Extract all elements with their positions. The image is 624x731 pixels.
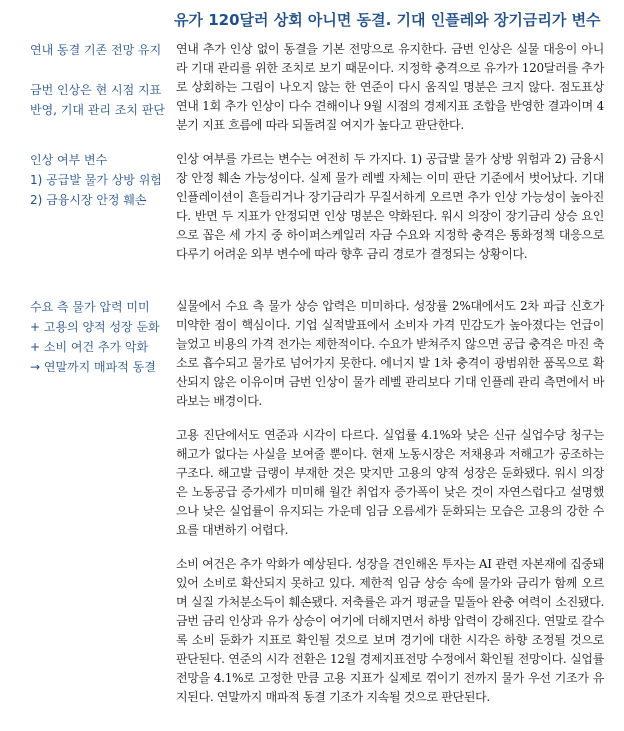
side-note-block <box>30 80 170 120</box>
side-note-line: 금번 인상은 현 시점 지표 <box>30 83 162 97</box>
side-note-line: 반영, 기대 관리 조치 판단 <box>30 103 165 117</box>
side-note-line: + 고용의 양적 성장 둔화 <box>30 320 160 334</box>
side-note <box>30 40 170 132</box>
side-note-block <box>30 40 170 60</box>
side-note-block <box>30 297 170 377</box>
side-note-line: 2) 금융시장 안정 훼손 <box>30 193 147 207</box>
body-text <box>176 150 604 279</box>
side-note-block <box>30 150 170 210</box>
side-note-line: + 소비 여건 추가 악화 <box>30 340 149 354</box>
side-note-line: 수요 측 물가 압력 미미 <box>30 300 150 314</box>
body-text <box>176 297 604 722</box>
side-note <box>30 297 170 389</box>
side-note-line: → 연말까지 매파적 동결 <box>30 360 156 374</box>
paragraph: 인상 여부를 가르는 변수는 여전히 두 가지다. 1) 공급발 물가 상방 위험과 2) 금융시장 안정 훼손 가능성이다. 실제 물가 레벨 자체는 이미 판단 기준에서 벗어났다. 기대 인플레이션이 흔들리거나 장기금리가 무질서하게 오르면 추가 인상 가능성이 높아진다. 반면 두 지표가 안정되면 인상 명분은 약화된다. 워시 의장이 장기금리 상승 요인으로 꼽은 세 가지 중 하이퍼스케일러 자금 수요와 지정학 충격은 통화정책 대응으로 다루기 어려운 외부 변수에 따라 향후 금리 경로가 결정되는 상황이다. <box>176 152 604 261</box>
paragraph: 고용 진단에서도 연준과 시각이 다르다. 실업률 4.1%와 낮은 신규 실업수당 청구는 해고가 없다는 사실을 보여줄 뿐이다. 현재 노동시장은 저채용과 저해고가 공조하는 구조다. 해고발 급랭이 부재한 것은 맞지만 고용의 양적 성장은 둔화됐다. 워시 의장은 노동공급 증가세가 미미해 월간 취업자 증가폭이 낮은 것이 자연스럽다고 설명했으나 낮은 실업률이 유지되는 가운데 임금 오름세가 둔화되는 모습은 고용의 강한 수요를 대변하기 어렵다. <box>176 428 604 537</box>
page-title: 유가 120달러 상회 아니면 동결. 기대 인플레와 장기금리가 변수 <box>174 11 601 29</box>
side-note-line: 연내 동결 기존 전망 유지 <box>30 43 162 57</box>
side-note <box>30 150 170 222</box>
side-note-line: 인상 여부 변수 <box>30 153 108 167</box>
paragraph: 실물에서 수요 측 물가 상승 압력은 미미하다. 성장률 2%대에서도 2차 파급 신호가 미약한 점이 핵심이다. 기업 실적발표에서 소비자 가격 민감도가 높아졌다는 언급이 늘었고 비용의 가격 전가는 제한적이다. 수요가 받쳐주지 않으면 공급 충격은 마진 축소로 흡수되고 물가로 넘어가지 못한다. 에너지 발 1차 충격이 광범위한 품목으로 확산되지 않은 이유이며 금번 인상이 물가 레벨 관리보다 기대 인플레 관리 측면에서 바라보는 배경이다. <box>176 299 604 408</box>
side-note-line: 1) 공급발 물가 상방 위험 <box>30 173 162 187</box>
body-text <box>176 40 604 150</box>
paragraph: 소비 여건은 추가 악화가 예상된다. 성장을 견인해온 투자는 AI 관련 자본재에 집중돼있어 소비로 확산되지 못하고 있다. 제한적 임금 상승 속에 물가와 금리가 함께 오르며 실질 가처분소득이 훼손됐다. 저축률은 과거 평균을 밑돌아 완충 여력이 소진됐다. 금번 금리 인상과 유가 상승이 여기에 더해지면서 하방 압력이 강해진다. 연말로 갈수록 소비 둔화가 지표로 확인될 것으로 보며 경기에 대한 시각은 하향 조정될 것으로 판단된다. 연준의 시각 전환은 12월 경제지표전망 수정에서 확인될 전망이다. 실업률 전망을 4.1%로 고정한 만큼 고용 지표가 실제로 꺾이기 전까지 물가 우선 기조가 유지된다. 연말까지 매파적 동결 기조가 지속될 것으로 판단된다. <box>176 557 604 704</box>
paragraph: 연내 추가 인상 없이 동결을 기본 전망으로 유지한다. 금번 인상은 실물 대응이 아니라 기대 관리를 위한 조치로 보기 때문이다. 지정학 충격으로 유가가 120달러를 추가로 상회하는 그림이 나오지 않는 한 연준이 다시 움직일 명분은 크지 않다. 점도표상 연내 1회 추가 인상이 다수 견해이나 9월 시점의 경제지표 조합을 반영한 결과이며 4분기 지표 흐름에 따라 되돌려질 여지가 높다고 판단한다. <box>176 42 604 132</box>
